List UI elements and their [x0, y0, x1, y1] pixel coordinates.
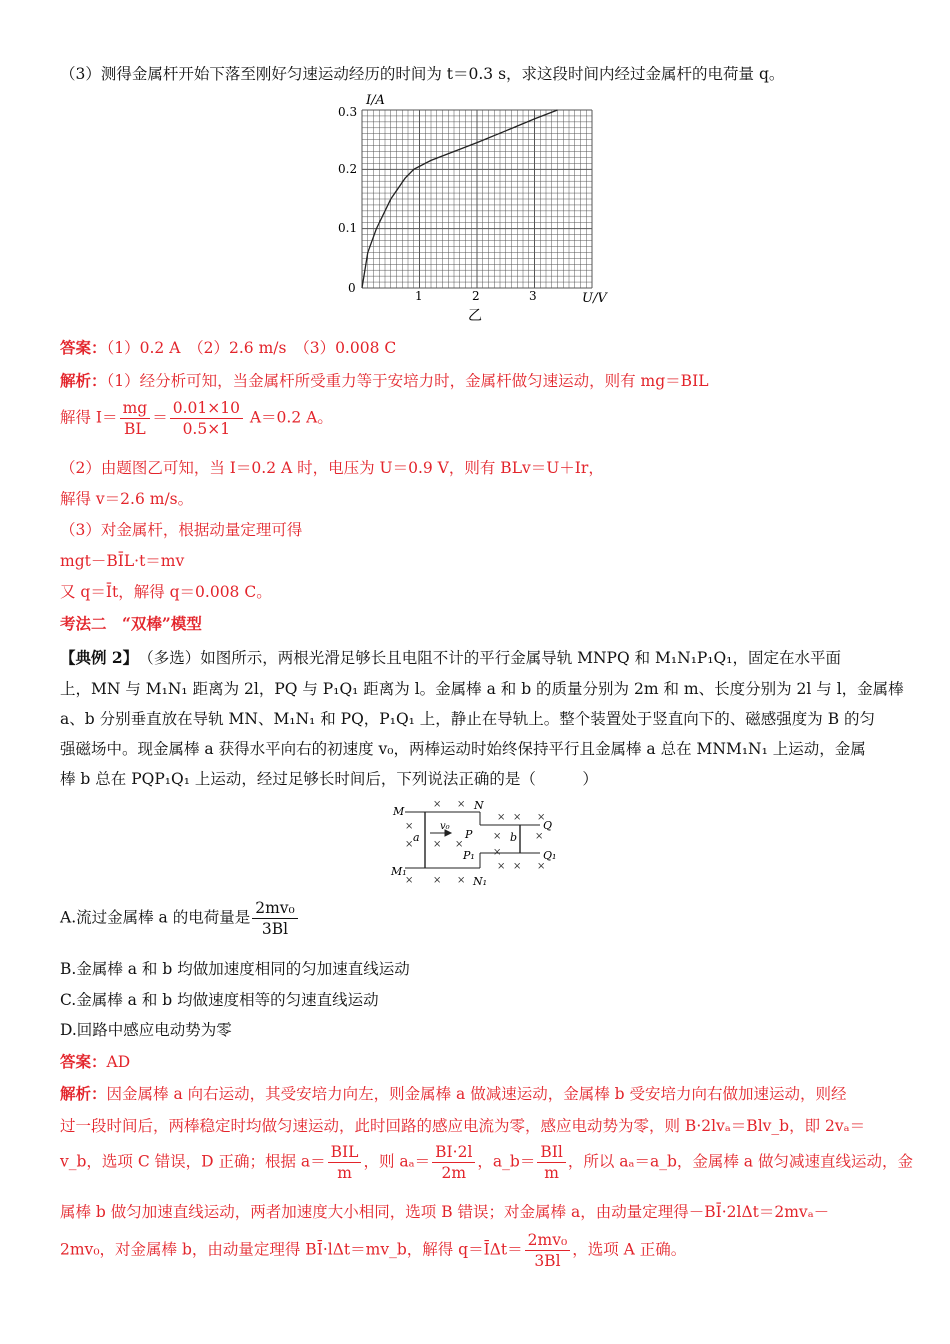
label-m1: M₁	[391, 865, 407, 878]
text-seg: ，所以 aₐ＝a_b，金属棒 a 做匀减速直线运动，金	[567, 1152, 913, 1171]
analysis-2-line-2: 过一段时间后，两棒稳定时均做匀速运动，此时回路的感应电流为零，感应电动势为零，则 B·2lvₐ＝Blv_b，即 2vₐ＝	[60, 1117, 866, 1135]
text-seg: 2mv₀，对金属棒 b，由动量定理得 BĪ·lΔt＝mv_b，解得 q＝ĪΔt＝	[60, 1240, 523, 1259]
solve-prefix: 解得 I＝	[60, 408, 118, 427]
question-3: （3）测得金属杆开始下落至刚好匀速运动经历的时间为 t＝0.3 s，求这段时间内经过金属杆的电荷量 q。	[60, 65, 785, 83]
analysis-1-line-6: mgt－BĪL·t＝mv	[60, 552, 185, 570]
label-q: Q	[543, 819, 553, 832]
y-tick-0.1: 0.1	[338, 221, 358, 235]
answer-1	[60, 336, 396, 358]
x-tick-2: 2	[472, 289, 480, 303]
analysis-2-line-1	[60, 1082, 847, 1104]
magnetic-field-cross-icon: ×	[513, 861, 522, 872]
analysis-1-line-7: 又 q＝Īt，解得 q＝0.008 C。	[60, 583, 272, 601]
rail-diagram	[385, 795, 565, 890]
analysis-1-line-2: 解得 I＝ $\frac{mg}{BL}$ ＝ $\frac{0.01\times 10}{0.5\times 1}$ A＝0.2 A。	[60, 399, 333, 438]
example-tag: 【典例 2】	[60, 648, 131, 667]
label-m: M	[393, 805, 405, 818]
x-tick-3: 3	[529, 289, 537, 303]
magnetic-field-cross-icon: ×	[405, 875, 414, 886]
current-voltage-chart	[330, 90, 620, 325]
analysis-1-line-1	[60, 369, 708, 391]
analysis-2-line-3	[60, 1142, 913, 1183]
analysis-2-line-4: 属棒 b 做匀加速直线运动，两者加速度大小相同，选项 B 错误；对金属棒 a，由动量定理得－BĪ·2lΔt＝2mvₐ－	[60, 1203, 830, 1221]
fraction-bil-m-2	[537, 1142, 565, 1183]
option-a-fraction	[252, 898, 298, 939]
magnetic-field-cross-icon: ×	[433, 875, 442, 886]
fraction-bi2l-2m	[432, 1142, 475, 1183]
analysis-label: 解析：	[60, 371, 107, 390]
magnetic-field-cross-icon: ×	[497, 861, 506, 872]
label-n: N	[474, 799, 484, 812]
rail-diagram-svg	[385, 795, 565, 890]
fraction-denominator: m	[337, 1164, 352, 1182]
magnetic-field-cross-icon: ×	[513, 812, 522, 823]
analysis-1-line-5: （3）对金属杆，根据动量定理可得	[60, 521, 303, 539]
analysis-2-line-5	[60, 1230, 686, 1271]
answer-label: 答案：	[60, 338, 107, 357]
fraction-denominator: BL	[124, 420, 146, 438]
label-n1: N₁	[473, 875, 488, 888]
fraction-numerator: BI·2l	[432, 1142, 475, 1163]
fraction-mg-bl	[120, 398, 151, 439]
label-a: a	[413, 831, 420, 844]
magnetic-field-cross-icon: ×	[457, 875, 466, 886]
answer-text: AD	[106, 1053, 131, 1071]
fraction-numerator: 2mv₀	[525, 1230, 571, 1251]
fraction-values	[170, 398, 243, 439]
section-title: 考法二 “双棒”模型	[60, 614, 202, 633]
chart-caption: 乙	[468, 308, 482, 324]
fraction-numerator: 0.01×10	[170, 398, 243, 419]
magnetic-field-cross-icon: ×	[535, 831, 544, 842]
text-seg: v_b，选项 C 错误，D 正确；根据 a＝	[60, 1152, 326, 1171]
example-text: （多选）如图所示，两根光滑足够长且电阻不计的平行金属导轨 MNPQ 和 M₁N₁P₁Q₁，固定在水平面	[130, 649, 841, 667]
y-tick-0.3: 0.3	[338, 105, 358, 119]
y-tick-0.2: 0.2	[338, 162, 358, 176]
magnetic-field-cross-icon: ×	[497, 812, 506, 823]
label-b: b	[510, 831, 518, 844]
magnetic-field-cross-icon: ×	[433, 839, 442, 850]
fraction-denominator: 2m	[441, 1164, 467, 1182]
fraction-denominator: 3Bl	[534, 1252, 561, 1270]
answer-label: 答案：	[60, 1052, 107, 1071]
text-seg: ，a_b＝	[477, 1152, 536, 1171]
fraction-numerator: mg	[120, 398, 151, 419]
option-b[interactable]: B.金属棒 a 和 b 均做加速度相同的匀加速直线运动	[60, 960, 410, 978]
analysis-text: 因金属棒 a 向右运动，其受安培力向左，则金属棒 a 做减速运动，金属棒 b 受安培力向右做加速运动，则经	[106, 1085, 847, 1103]
label-p: P	[465, 828, 473, 841]
fraction-denominator: 0.5×1	[182, 420, 231, 438]
example-line-4: 强磁场中。现金属棒 a 获得水平向右的初速度 v₀，两棒运动时始终保持平行且金属棒 a 总在 MNM₁N₁ 上运动，金属	[60, 740, 866, 758]
magnetic-field-cross-icon: ×	[493, 847, 502, 858]
x-axis-label: U/V	[582, 291, 607, 306]
answer-text: （1）0.2 A （2）2.6 m/s （3）0.008 C	[106, 339, 397, 357]
magnetic-field-cross-icon: ×	[455, 839, 464, 850]
magnetic-field-cross-icon: ×	[433, 799, 442, 810]
fraction-numerator: BIl	[537, 1142, 565, 1163]
chart-svg	[330, 90, 620, 325]
fraction-denominator: m	[544, 1164, 559, 1182]
magnetic-field-cross-icon: ×	[537, 861, 546, 872]
y-tick-0: 0	[348, 281, 356, 295]
label-v0: v₀	[440, 821, 450, 832]
option-c[interactable]: C.金属棒 a 和 b 均做速度相等的匀速直线运动	[60, 991, 379, 1009]
y-axis-label: I/A	[366, 93, 385, 108]
answer-2	[60, 1050, 130, 1072]
example-line-5: 棒 b 总在 PQP₁Q₁ 上运动，经过足够长时间后，下列说法正确的是（ ）	[60, 770, 598, 788]
example-line-3: a、b 分别垂直放在导轨 MN、M₁N₁ 和 PQ，P₁Q₁ 上，静止在导轨上。整个装置处于竖直向下的、磁感强度为 B 的匀	[60, 710, 876, 728]
analysis-1-line-3: （2）由题图乙可知，当 I＝0.2 A 时，电压为 U＝0.9 V，则有 BLv＝U＋Ir，	[60, 459, 604, 477]
option-a-text: A.流过金属棒 a 的电荷量是	[60, 908, 251, 927]
x-tick-1: 1	[415, 289, 423, 303]
fraction-numerator: BIL	[328, 1142, 362, 1163]
example-line-1	[60, 646, 841, 668]
magnetic-field-cross-icon: ×	[493, 831, 502, 842]
solve-suffix: A＝0.2 A。	[244, 408, 333, 427]
fraction-2mv0-3bl	[525, 1230, 571, 1271]
option-d[interactable]: D.回路中感应电动势为零	[60, 1021, 232, 1039]
magnetic-field-cross-icon: ×	[405, 821, 414, 832]
magnetic-field-cross-icon: ×	[457, 799, 466, 810]
analysis-1-line-4: 解得 v＝2.6 m/s。	[60, 490, 194, 508]
fraction-denominator: 3Bl	[261, 920, 289, 938]
option-a[interactable]	[60, 898, 300, 939]
fraction-bil-m	[328, 1142, 362, 1183]
fraction-numerator: 2mv₀	[252, 898, 298, 919]
text-seg: ，则 aₐ＝	[363, 1152, 431, 1171]
magnetic-field-cross-icon: ×	[537, 812, 546, 823]
magnetic-field-cross-icon: ×	[405, 839, 414, 850]
analysis-text: （1）经分析可知，当金属杆所受重力等于安培力时，金属杆做匀速运动，则有 mg＝BIL	[106, 372, 709, 390]
label-p1: P₁	[463, 849, 475, 862]
analysis-label: 解析：	[60, 1084, 107, 1103]
example-line-2: 上，MN 与 M₁N₁ 距离为 2l，PQ 与 P₁Q₁ 距离为 l。金属棒 a 和 b 的质量分别为 2m 和 m、长度分别为 2l 与 l，金属棒	[60, 680, 904, 698]
text-seg: ，选项 A 正确。	[572, 1240, 687, 1259]
label-q1: Q₁	[543, 849, 557, 862]
